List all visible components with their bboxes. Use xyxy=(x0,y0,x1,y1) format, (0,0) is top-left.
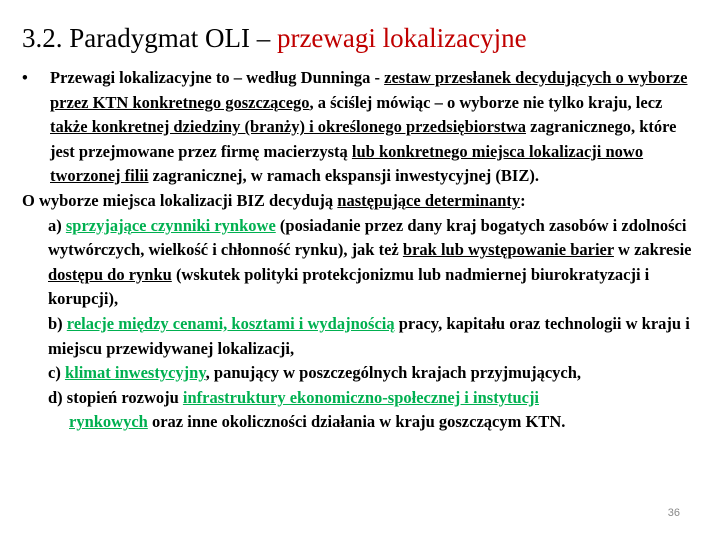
market-factors-link[interactable]: sprzyjające czynniki rynkowe xyxy=(65,215,276,235)
location-phrase: lub konkretnego miejsca lokalizacji nowo tworzonej filii xyxy=(50,141,644,186)
determinant-a: a) sprzyjające czynniki rynkowe (posiadanie przez dany kraj bogatych zasobów i zdolności wytwórczych, wielkość i chłonność rynku), jak też brak lub występowanie barier w zakresie dostępu do rynku (wskutek polityki protekcjonizmu lub nadmiernej biurokratyzacji i korupcji), xyxy=(48,215,692,309)
field-phrase: także konkretnej dziedziny (branży) i określonego przedsiębiorstwa xyxy=(50,117,527,137)
slide-title xyxy=(22,20,527,56)
premises-phrase: zestaw przesłanek decydujących o wyborze przez KTN konkretnego goszczącego xyxy=(50,68,688,112)
investment-climate-link[interactable]: klimat inwestycyjny xyxy=(64,363,206,383)
determinants-phrase: następujące determinanty xyxy=(337,190,521,210)
title-highlight: przewagi lokalizacyjne xyxy=(276,23,527,53)
determinants-intro: O wyborze miejsca lokalizacji BIZ decydują następujące determinanty: xyxy=(22,190,526,210)
page-number: 36 xyxy=(667,507,680,519)
slide-body xyxy=(22,66,702,435)
price-cost-link[interactable]: relacje między cenami, kosztami i wydajnością xyxy=(66,313,395,333)
bullet-icon: • xyxy=(22,68,28,87)
definition-paragraph: • Przewagi lokalizacyjne to – według Dunninga - zestaw przesłanek decydujących o wyborze przez KTN konkretnego goszczącego, a ściślej mówiąc – o wyborze nie tylko kraju, lecz także konkretnej dziedziny (branży) i określonego przedsiębiorstwa zagranicznego, które jest przejmowane przez firmę macierzystą lub konkretnego miejsca lokalizacji nowo tworzonej filii zagranicznej, w ramach ekspansji inwestycyjnej (BIZ). xyxy=(22,68,688,186)
barriers-phrase: brak lub występowanie barier xyxy=(402,240,614,260)
infrastructure-link[interactable]: infrastruktury ekonomiczno-społecznej i instytucji xyxy=(182,387,540,407)
determinant-c: c) klimat inwestycyjny, panujący w poszczególnych krajach przyjmujących, xyxy=(48,363,582,383)
determinant-d: d) stopień rozwoju infrastruktury ekonomiczno-społecznej i instytucji rynkowych oraz inne okoliczności działania w kraju goszczącym KTN. xyxy=(48,387,566,432)
determinant-b: b) relacje między cenami, kosztami i wydajnością pracy, kapitału oraz technologii w kraju i miejscu przewidywanej lokalizacji, xyxy=(48,313,690,358)
title-prefix: 3.2. Paradygmat OLI – xyxy=(22,23,277,53)
market-institutions-link[interactable]: rynkowych xyxy=(69,412,148,432)
market-access-phrase: dostępu do rynku xyxy=(48,264,172,284)
